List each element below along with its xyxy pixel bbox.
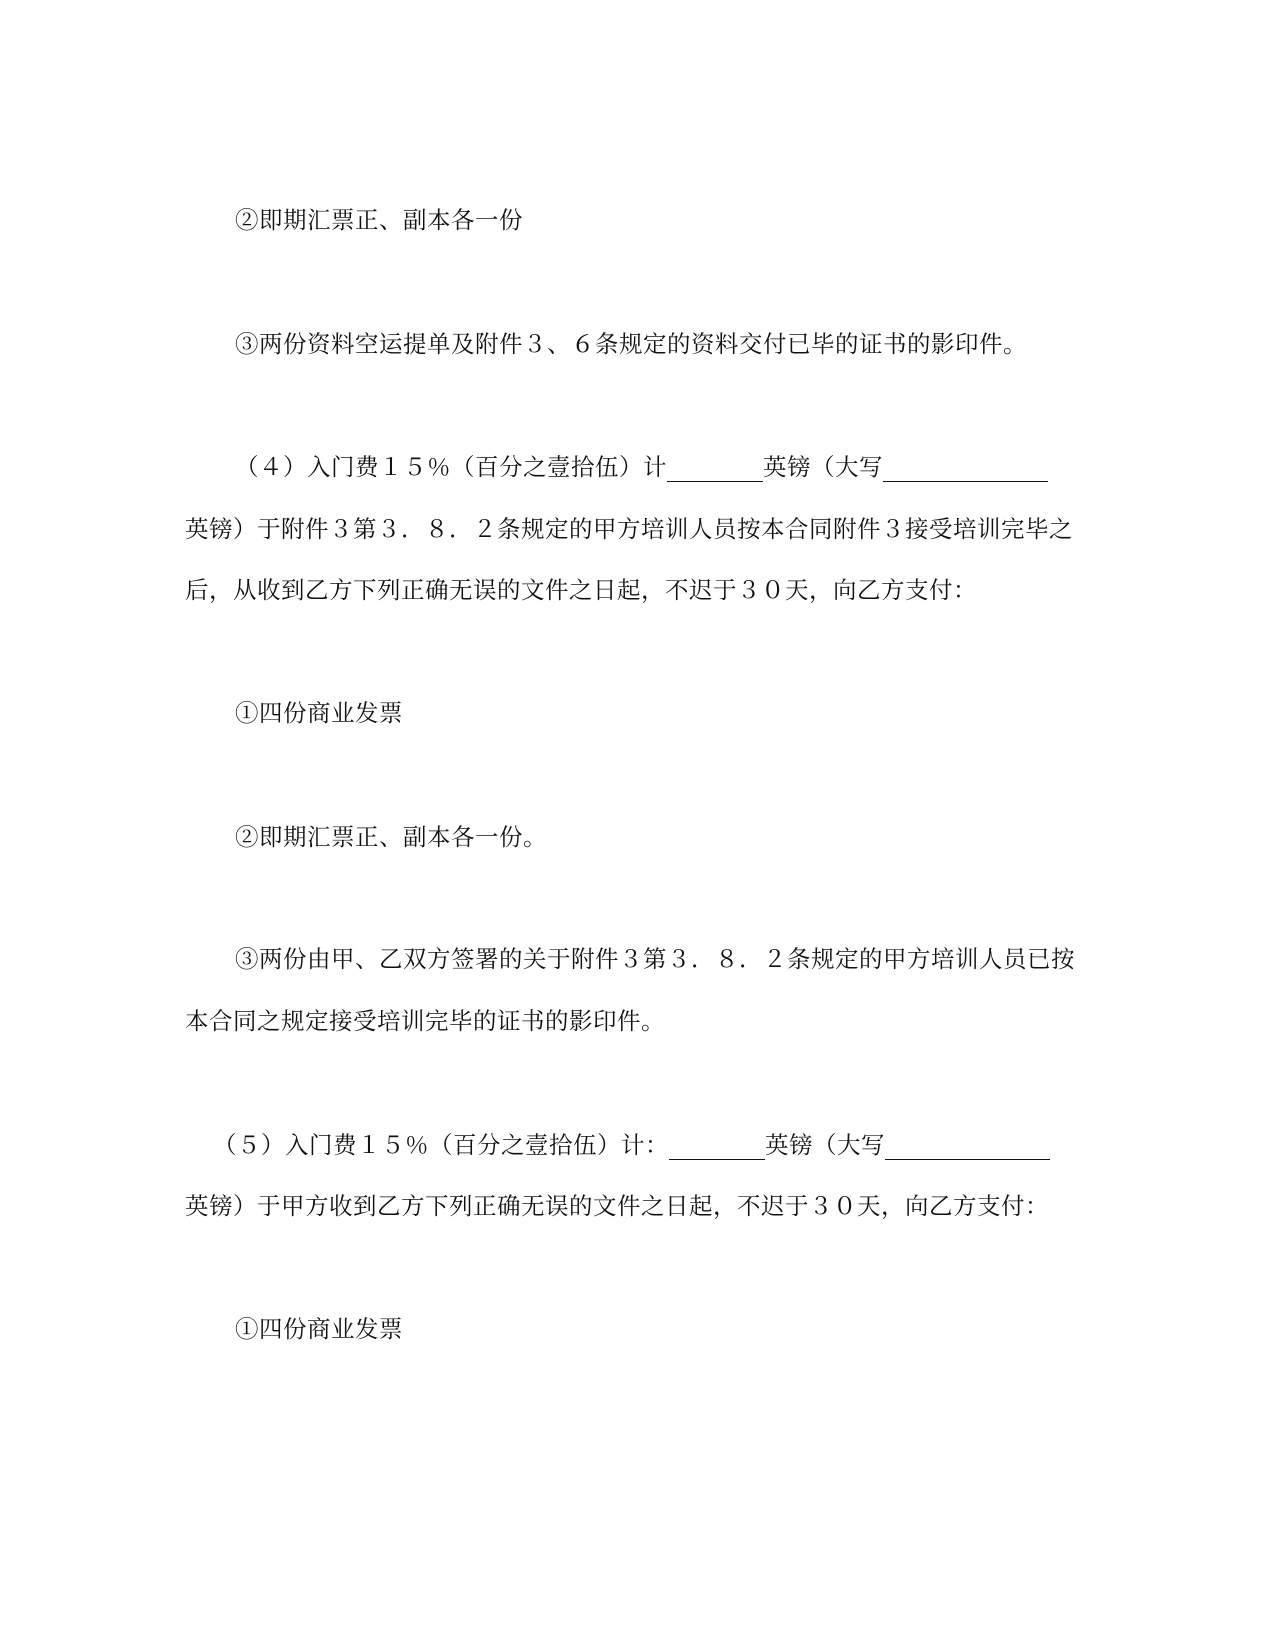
- item-line-continued: [185, 1006, 665, 1036]
- clause-4-line-3: [185, 575, 977, 605]
- item-line: [235, 944, 1075, 974]
- clause-text: 英镑）于甲方收到乙方下列正确无误的文件之日起，不迟于３０天，向乙方支付：: [185, 1192, 1049, 1220]
- item-line: [235, 698, 403, 728]
- clause-text: （４）入门费１５％（百分之壹拾伍）计: [235, 453, 667, 481]
- item-line: [235, 329, 1027, 359]
- amount-blank[interactable]: [667, 457, 763, 482]
- item-text: ③两份资料空运提单及附件３、６条规定的资料交付已毕的证书的影印件。: [235, 330, 1027, 358]
- amount-in-words-blank[interactable]: [885, 1135, 1050, 1160]
- clause-text: 英镑（大写: [763, 453, 883, 481]
- amount-blank[interactable]: [669, 1135, 765, 1160]
- clause-5-line-1: [213, 1130, 1050, 1160]
- item-line: [235, 205, 523, 235]
- item-text: ③两份由甲、乙双方签署的关于附件３第３．８．２条规定的甲方培训人员已按: [235, 945, 1075, 973]
- item-text: ①四份商业发票: [235, 699, 403, 727]
- item-text: ②即期汇票正、副本各一份: [235, 206, 523, 234]
- clause-text: （５）入门费１５％（百分之壹拾伍）计：: [213, 1131, 669, 1159]
- clause-text: 英镑（大写: [765, 1131, 885, 1159]
- clause-5-line-2: [185, 1191, 1049, 1221]
- clause-text: 英镑）于附件３第３．８．２条规定的甲方培训人员按本合同附件３接受培训完毕之: [185, 515, 1073, 543]
- clause-4-line-2: [185, 514, 1073, 544]
- clause-text: 后，从收到乙方下列正确无误的文件之日起，不迟于３０天，向乙方支付：: [185, 576, 977, 604]
- item-line: [235, 822, 547, 852]
- item-line: [235, 1314, 403, 1344]
- item-text: ①四份商业发票: [235, 1315, 403, 1343]
- amount-in-words-blank[interactable]: [883, 457, 1048, 482]
- item-text: 本合同之规定接受培训完毕的证书的影印件。: [185, 1007, 665, 1035]
- clause-4-line-1: [235, 452, 1048, 482]
- item-text: ②即期汇票正、副本各一份。: [235, 823, 547, 851]
